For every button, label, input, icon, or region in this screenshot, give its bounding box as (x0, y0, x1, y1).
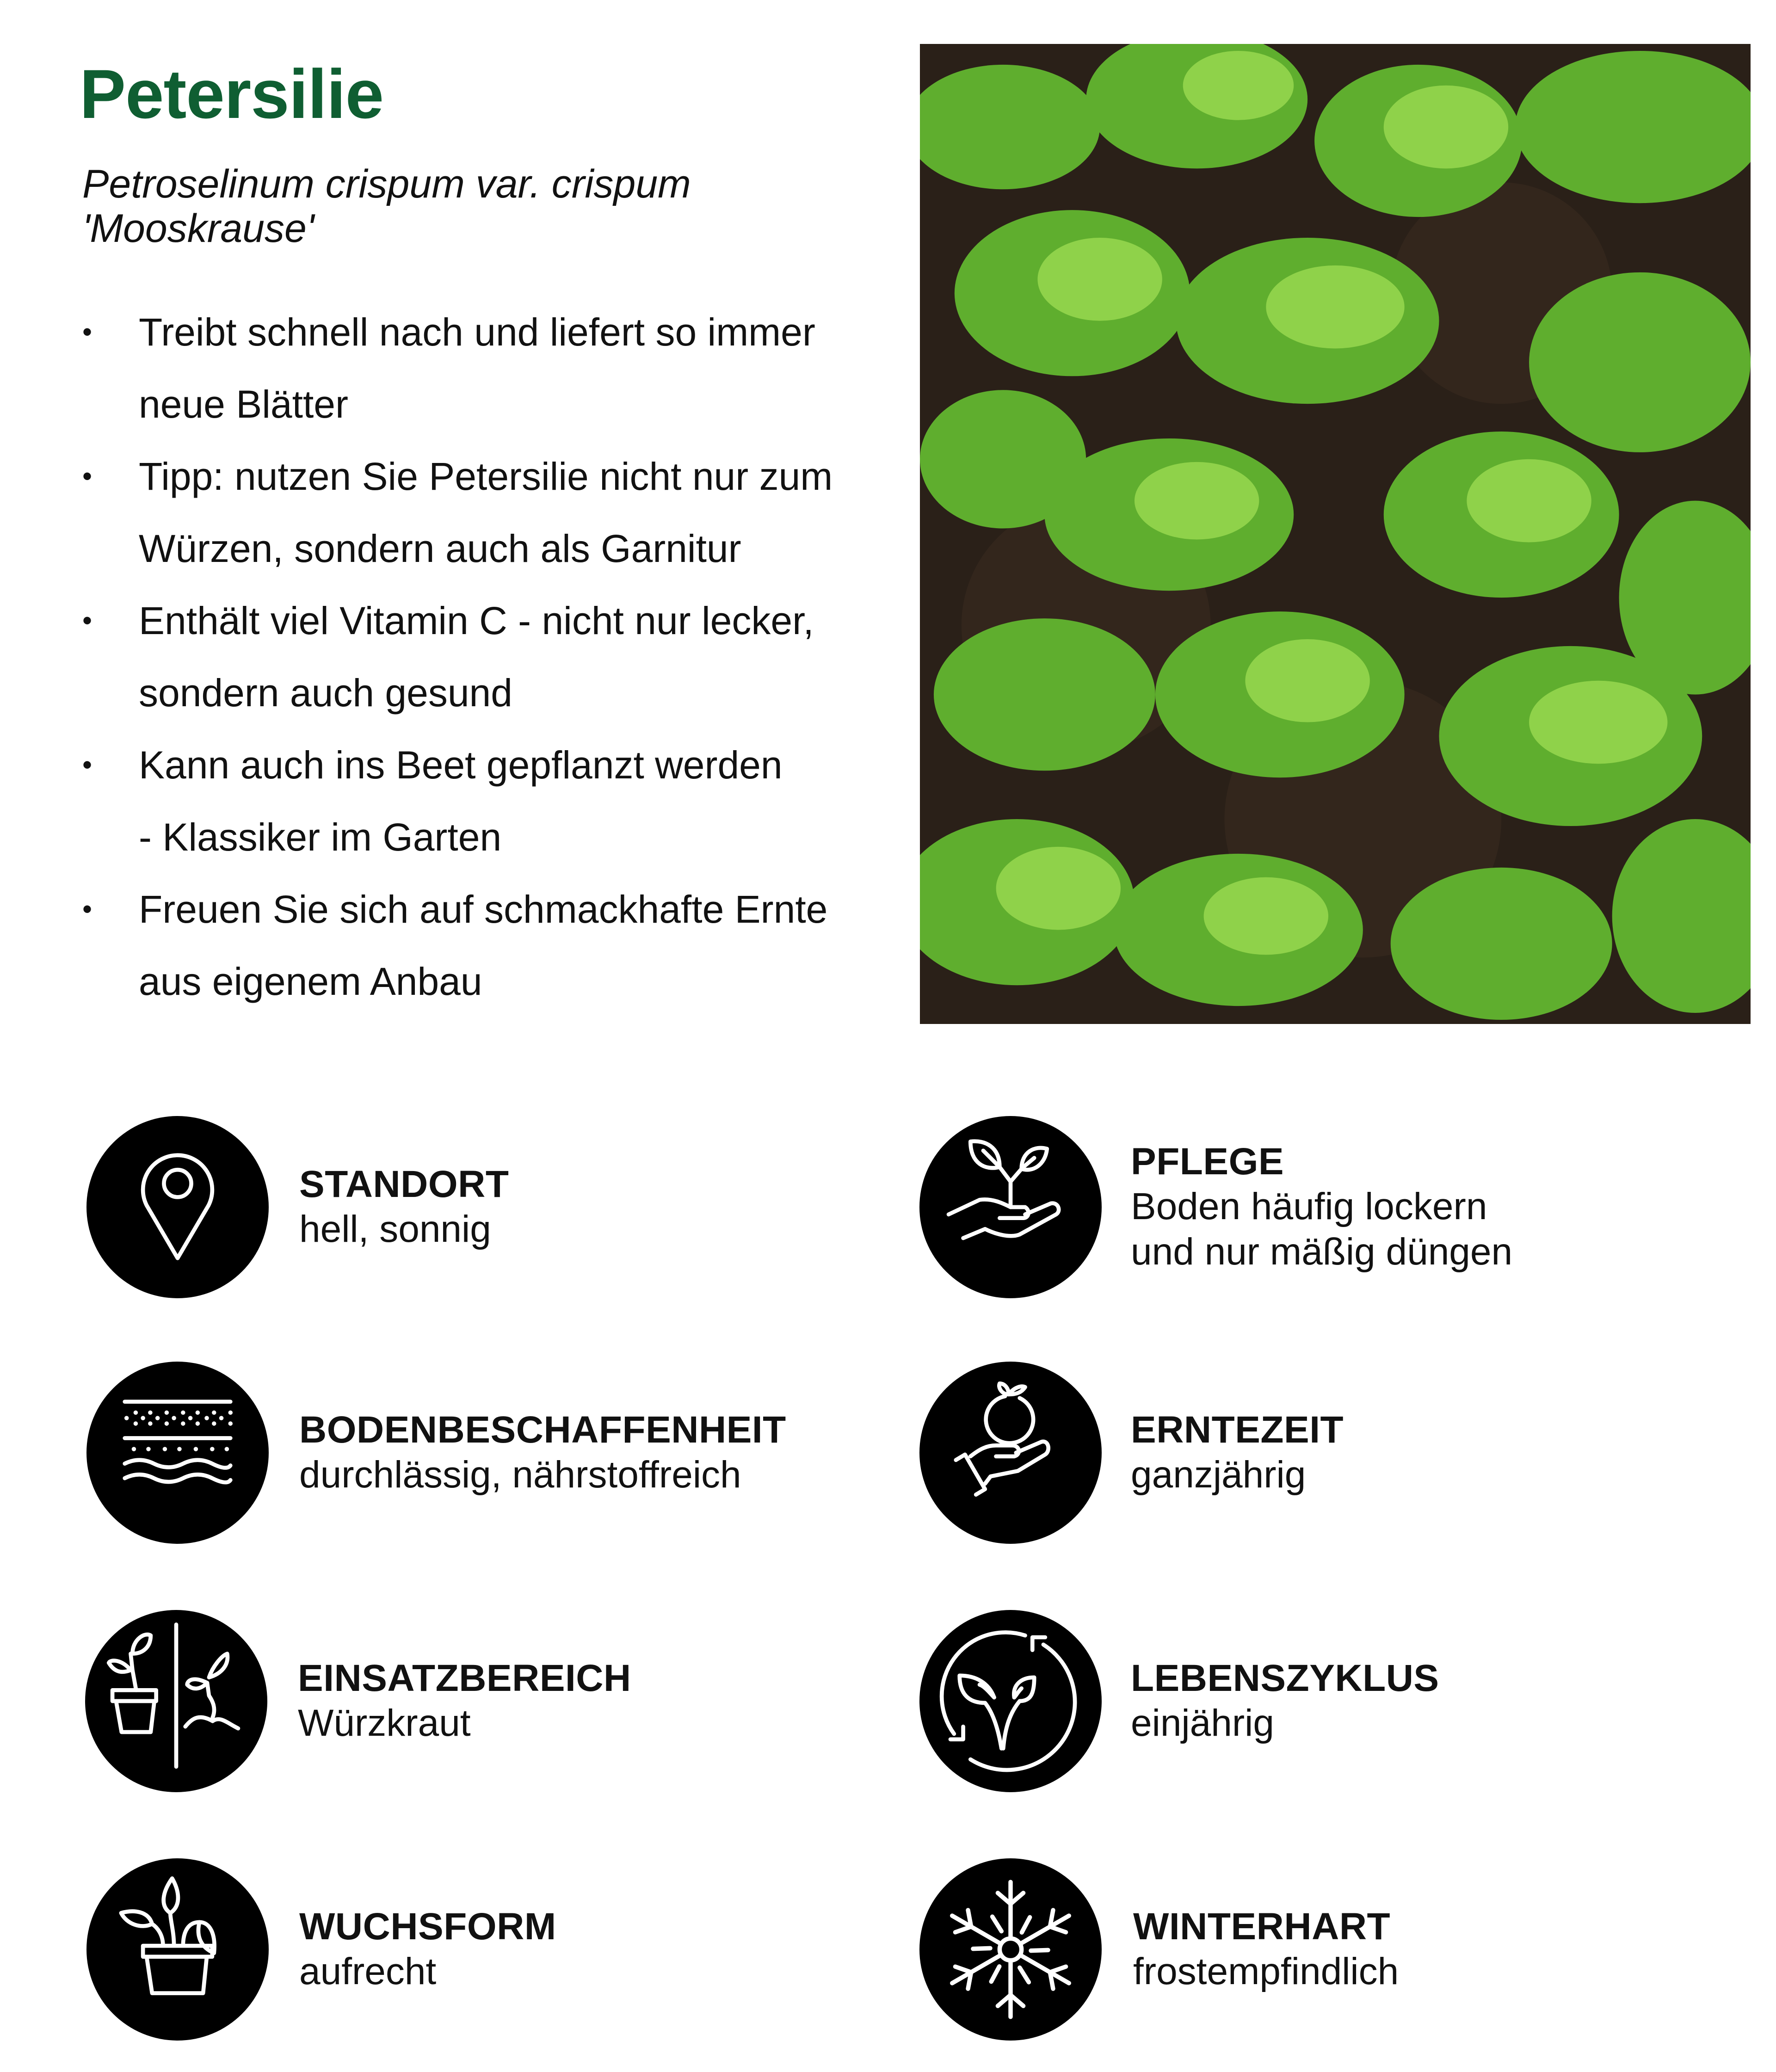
bullet-item: • Treibt schnell nach und liefert so immer neue Blätter (82, 296, 845, 440)
botanical-name-line1: Petroselinum crispum var. crispum (82, 162, 691, 206)
feature-label: STANDORT (299, 1163, 509, 1205)
feature-lebenszyklus (919, 1610, 1706, 1795)
feature-value: frostempfindlich (1133, 1950, 1399, 1992)
feature-pflege (919, 1116, 1706, 1301)
bullet-dot-icon: • (82, 605, 92, 636)
feature-erntezeit (919, 1362, 1706, 1547)
feature-einsatzbereich (85, 1610, 871, 1795)
feature-label: BODENBESCHAFFENHEIT (299, 1409, 786, 1451)
bullet-item: • Kann auch ins Beet gepflanzt werden - Klassiker im Garten (82, 729, 845, 873)
bullet-item: • Tipp: nutzen Sie Petersilie nicht nur zum Würzen, sondern auch als Garnitur (82, 440, 845, 585)
snowflake-icon (919, 1858, 1102, 2041)
potted-plant-icon (86, 1858, 269, 2041)
life-cycle-icon (919, 1610, 1102, 1792)
botanical-name-line2: 'Mooskrause' (82, 206, 314, 251)
parsley-photo-illustration (920, 44, 1751, 1024)
feature-value: ganzjährig (1131, 1454, 1306, 1496)
feature-standort (86, 1116, 873, 1301)
bullet-item: • Freuen Sie sich auf schmackhafte Ernte aus eigenem Anbau (82, 873, 845, 1018)
feature-bodenbeschaffenheit (86, 1362, 873, 1547)
product-title: Petersilie (80, 55, 384, 133)
bullet-dot-icon: • (82, 749, 92, 780)
feature-value-line2: und nur mäßig düngen (1131, 1231, 1513, 1273)
hand-seedling-icon (919, 1116, 1102, 1298)
feature-value: durchlässig, nährstoffreich (299, 1454, 741, 1496)
bullet-item: • Enthält viel Vitamin C - nicht nur lecker, sondern auch gesund (82, 585, 845, 729)
soil-layers-icon (86, 1362, 269, 1544)
location-pin-icon (86, 1116, 269, 1298)
botanical-name (82, 162, 822, 251)
feature-label: WINTERHART (1133, 1906, 1391, 1948)
hand-fruit-icon (919, 1362, 1102, 1544)
bullet-dot-icon: • (82, 316, 92, 347)
feature-value-line1: Boden häufig lockern (1131, 1185, 1487, 1227)
feature-label: WUCHSFORM (299, 1906, 556, 1948)
feature-label: ERNTEZEIT (1131, 1409, 1344, 1451)
feature-winterhart (919, 1858, 1706, 2043)
feature-label: PFLEGE (1131, 1141, 1284, 1183)
feature-wuchsform (86, 1858, 873, 2043)
product-photo (920, 44, 1751, 1024)
feature-value: aufrecht (299, 1950, 437, 1992)
bullet-dot-icon: • (82, 461, 92, 492)
feature-value: Würzkraut (298, 1702, 471, 1744)
bullet-dot-icon: • (82, 894, 92, 925)
feature-label: LEBENSZYKLUS (1131, 1657, 1439, 1699)
feature-label: EINSATZBEREICH (298, 1657, 631, 1699)
feature-value: einjährig (1131, 1702, 1274, 1744)
feature-bullet-list (82, 296, 845, 1018)
pot-and-ground-icon (85, 1610, 267, 1792)
feature-value: hell, sonnig (299, 1208, 491, 1250)
